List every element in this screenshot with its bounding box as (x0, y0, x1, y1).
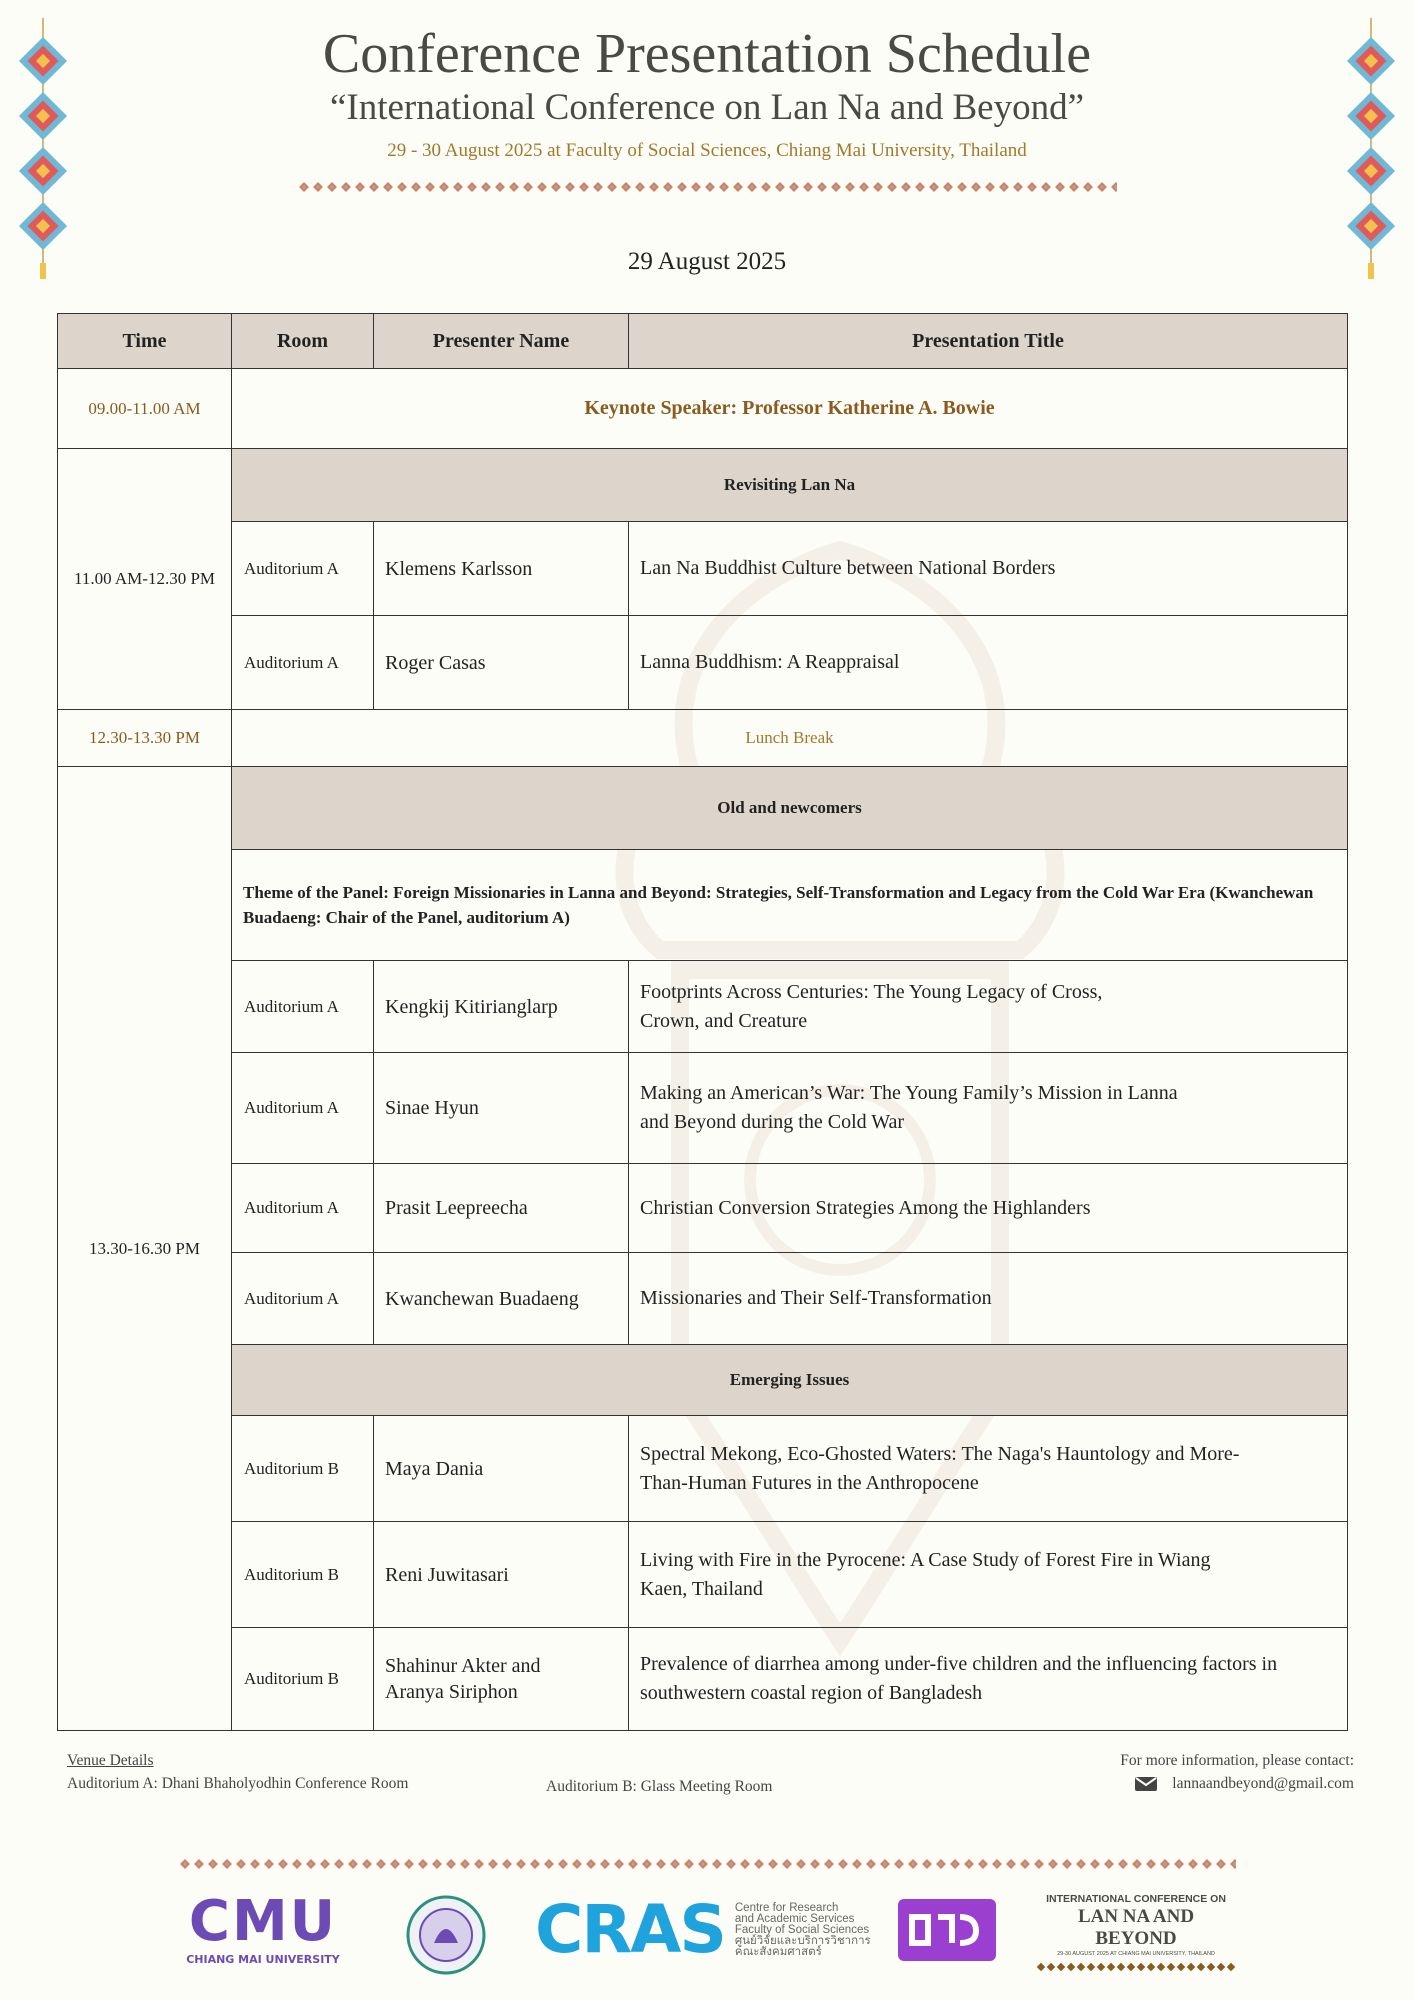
presenter-cell: Kwanchewan Buadaeng (374, 1253, 629, 1345)
table-row (58, 522, 1348, 616)
room-cell: Auditorium A (232, 1053, 374, 1164)
lunch-row (58, 710, 1348, 767)
session1-time: 11.00 AM-12.30 PM (58, 449, 232, 710)
room-cell: Auditorium A (232, 1253, 374, 1345)
header-room: Room (232, 314, 374, 369)
presenter-cell: Shahinur Akter and Aranya Siriphon (374, 1628, 629, 1731)
header-title: Presentation Title (629, 314, 1348, 369)
presentation-title-cell: Lan Na Buddhist Culture between National Borders (629, 522, 1348, 616)
cmu-logo-caption: CHIANG MAI UNIVERSITY (186, 1953, 340, 1966)
panel-theme-row (58, 850, 1348, 961)
cmu-logo-word: CMU (188, 1889, 338, 1954)
cras-line: ศูนย์วิจัยและบริการวิชาการ (734, 1934, 871, 1947)
presentation-title-cell: Footprints Across Centuries: The Young Legacy of Cross, Crown, and Creature (629, 961, 1348, 1053)
presentation-title-cell: Missionaries and Their Self-Transformation (629, 1253, 1348, 1345)
cras-logo-text (735, 1903, 871, 1958)
presenter-cell: Reni Juwitasari (374, 1522, 629, 1628)
table-row (58, 1253, 1348, 1345)
lunch-break-label: Lunch Break (232, 710, 1348, 767)
table-row (58, 1416, 1348, 1522)
conference-subtitle: “International Conference on Lan Na and Beyond” (329, 87, 1085, 128)
conference-logo-line1: INTERNATIONAL CONFERENCE ON (1046, 1893, 1226, 1905)
cras-line: Faculty of Social Sciences (734, 1923, 870, 1936)
session-heading-revisiting: Revisiting Lan Na (232, 449, 1348, 522)
event-dates-venue: 29 - 30 August 2025 at Faculty of Social Sciences, Chiang Mai University, Thailand (387, 140, 1027, 161)
cmu-logo (178, 1889, 348, 1966)
schedule-date: 29 August 2025 (627, 248, 787, 275)
page-title: Conference Presentation Schedule (322, 23, 1092, 85)
presenter-cell: Klemens Karlsson (374, 522, 629, 616)
conference-logo-line3: 29-30 AUGUST 2025 AT CHIANG MAI UNIVERSITY, THAILAND (1057, 1951, 1215, 1957)
room-cell: Auditorium B (232, 1416, 374, 1522)
session-heading-old-newcomers: Old and newcomers (232, 767, 1348, 850)
keynote-speaker: Keynote Speaker: Professor Katherine A. Bowie (232, 369, 1348, 449)
sponsor-logos (0, 1889, 1414, 1973)
room-cell: Auditorium A (232, 522, 374, 616)
thai-script-logo-icon (898, 1899, 996, 1961)
venue-details-heading: Venue Details (67, 1752, 154, 1769)
conference-logo (1036, 1893, 1236, 1974)
venue-details (67, 1752, 408, 1793)
presentation-title-cell: Making an American’s War: The Young Family’s Mission in Lanna and Beyond during the Cold War (629, 1053, 1348, 1164)
table-row (58, 961, 1348, 1053)
session-heading-row (58, 449, 1348, 522)
presenter-cell: Maya Dania (374, 1416, 629, 1522)
table-row (58, 1628, 1348, 1731)
keynote-time: 09.00-11.00 AM (58, 369, 232, 449)
presenter-cell: Roger Casas (374, 616, 629, 710)
presenter-cell: Kengkij Kitirianglarp (374, 961, 629, 1053)
presentation-title-cell: Prevalence of diarrhea among under-five children and the influencing factors in southwestern coastal region of Bangladesh (629, 1628, 1348, 1731)
cras-logo (535, 1893, 871, 1967)
session-heading-emerging: Emerging Issues (232, 1345, 1348, 1416)
contact-heading: For more information, please contact: (1120, 1752, 1354, 1769)
session-heading-row (58, 1345, 1348, 1416)
table-row (58, 1053, 1348, 1164)
session2-time: 13.30-16.30 PM (58, 767, 232, 1731)
room-cell: Auditorium B (232, 1522, 374, 1628)
header-presenter: Presenter Name (374, 314, 629, 369)
presenter-cell: Prasit Leepreecha (374, 1164, 629, 1253)
contact-email[interactable]: lannaandbeyond@gmail.com (1172, 1775, 1354, 1792)
room-cell: Auditorium A (232, 961, 374, 1053)
cras-logo-word: CRAS (535, 1891, 725, 1968)
room-cell: Auditorium A (232, 1164, 374, 1253)
table-row (58, 1164, 1348, 1253)
contact-info (1120, 1752, 1354, 1793)
session-heading-row (58, 767, 1348, 850)
cras-line: Centre for Research (734, 1901, 839, 1914)
cras-line: and Academic Services (734, 1912, 855, 1925)
presentation-title-cell: Christian Conversion Strategies Among the Highlanders (629, 1164, 1348, 1253)
presentation-title-cell: Lanna Buddhism: A Reappraisal (629, 616, 1348, 710)
panel-theme: Theme of the Panel: Foreign Missionaries in Lanna and Beyond: Strategies, Self-Transformation and Legacy from the Cold War Era (Kwanchewan Buadaeng: Chair of the Panel, auditorium A) (232, 850, 1348, 961)
patterned-border-strip (297, 180, 1117, 194)
table-row (58, 616, 1348, 710)
social-sciences-seal-icon (404, 1895, 488, 1975)
presenter-cell: Sinae Hyun (374, 1053, 629, 1164)
schedule-table (57, 313, 1348, 1731)
presentation-title-cell: Spectral Mekong, Eco-Ghosted Waters: The Naga's Hauntology and More-Than-Human Futures in the Anthropocene (629, 1416, 1348, 1522)
patterned-border-strip (178, 1857, 1236, 1871)
auditorium-b-details: Auditorium B: Glass Meeting Room (546, 1778, 773, 1795)
conference-logo-line2: LAN NA AND BEYOND (1077, 1906, 1195, 1949)
room-cell: Auditorium A (232, 616, 374, 710)
conference-logo-border (1036, 1960, 1236, 1974)
table-row (58, 1522, 1348, 1628)
presentation-title-cell: Living with Fire in the Pyrocene: A Case Study of Forest Fire in Wiang Kaen, Thailand (629, 1522, 1348, 1628)
envelope-icon (1134, 1775, 1158, 1793)
auditorium-a-details: Auditorium A: Dhani Bhaholyodhin Conference Room (67, 1775, 409, 1792)
table-header-row (58, 314, 1348, 369)
header-time: Time (58, 314, 232, 369)
lunch-time: 12.30-13.30 PM (58, 710, 232, 767)
room-cell: Auditorium B (232, 1628, 374, 1731)
keynote-row (58, 369, 1348, 449)
cras-line: คณะสังคมศาสตร์ (734, 1945, 822, 1958)
